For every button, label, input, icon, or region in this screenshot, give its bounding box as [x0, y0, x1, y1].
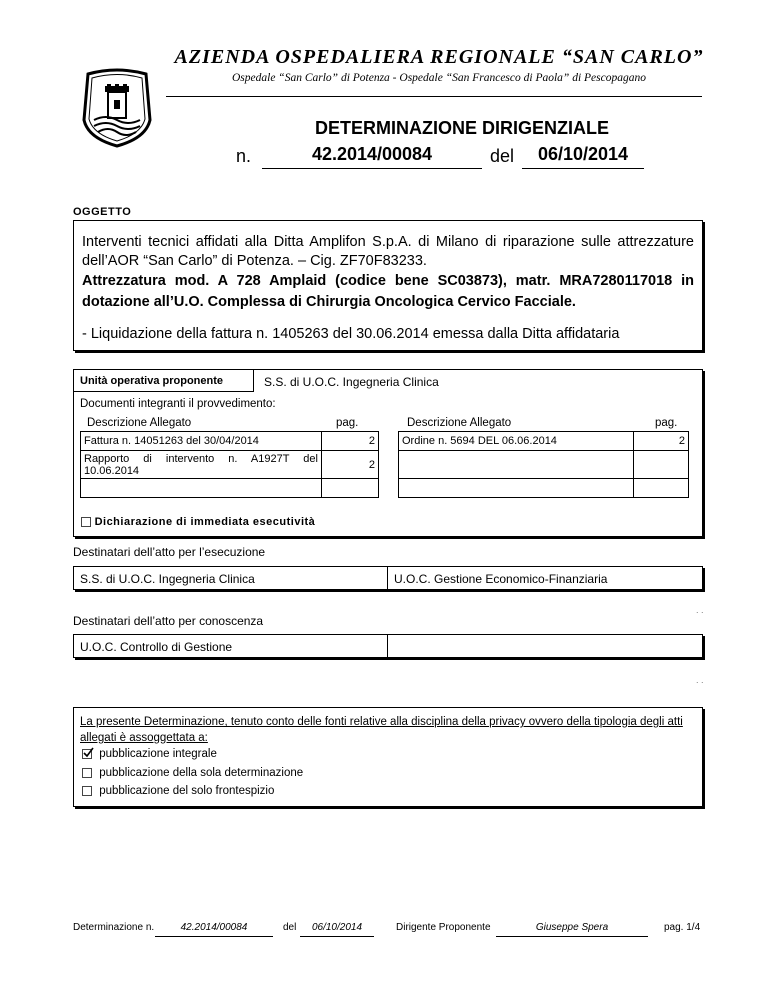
- privacy-option: [82, 767, 303, 779]
- attachment-desc: Rapporto di intervento n. A1927T del 10.06.2014: [81, 451, 322, 479]
- right-attachments-table: [398, 431, 689, 498]
- knowledge-recipients-label: Destinatari dell’atto per conoscenza: [73, 614, 264, 628]
- privacy-option-label: pubblicazione del solo frontespizio: [99, 785, 275, 797]
- attachment-desc: [399, 451, 634, 479]
- table-row: [81, 479, 379, 498]
- dots-mark: . .: [696, 605, 704, 615]
- subject-label: OGGETTO: [73, 206, 132, 218]
- footer-det-label: Determinazione n.: [73, 922, 155, 933]
- left-attachments-table: [80, 431, 379, 498]
- immediate-execution-row: [81, 516, 315, 528]
- table-row: [399, 479, 689, 498]
- footer-page: pag. 1/4: [664, 922, 701, 933]
- execution-recipients-box: [73, 566, 703, 590]
- immediate-execution-checkbox[interactable]: [81, 517, 91, 527]
- attachment-pag: [322, 479, 379, 498]
- subject-line-3: - Liquidazione della fattura n. 1405263 del 30.06.2014 emessa dalla Ditta affidataria: [82, 326, 620, 342]
- footer-date: 06/10/2014: [300, 922, 374, 937]
- organization-name: AZIENDA OSPEDALIERA REGIONALE “SAN CARLO”: [174, 46, 704, 68]
- determination-number: 42.2014/00084: [262, 144, 482, 169]
- document-title: DETERMINAZIONE DIRIGENZIALE: [314, 118, 609, 138]
- privacy-option-label: pubblicazione integrale: [99, 748, 217, 760]
- determination-date: 06/10/2014: [522, 144, 644, 169]
- table-row: [81, 432, 379, 451]
- execution-recipients-label: Destinatari dell’atto per l’esecuzione: [73, 545, 266, 559]
- hospital-logo: [76, 68, 158, 148]
- attachment-pag: [634, 479, 689, 498]
- knowledge-recipient-right: [388, 635, 702, 657]
- number-label: n.: [236, 146, 252, 166]
- privacy-option-label: pubblicazione della sola determinazione: [99, 767, 304, 779]
- attachment-pag: 2: [322, 432, 379, 451]
- header-divider: [166, 96, 702, 97]
- privacy-box: [73, 707, 703, 807]
- attachment-pag: 2: [322, 451, 379, 479]
- dots-mark: . .: [696, 675, 704, 685]
- privacy-checkbox[interactable]: [82, 768, 92, 778]
- knowledge-recipients-box: [73, 634, 703, 658]
- attachment-desc: Ordine n. 5694 DEL 06.06.2014: [399, 432, 634, 451]
- operating-unit-value: S.S. di U.O.C. Ingegneria Clinica: [264, 375, 439, 389]
- attachment-desc: [399, 479, 634, 498]
- attachment-pag: 2: [634, 432, 689, 451]
- footer-del-label: del: [283, 922, 297, 933]
- subject-box: [73, 220, 703, 351]
- knowledge-recipient-left: U.O.C. Controllo di Gestione: [74, 635, 388, 657]
- attachment-desc: Fattura n. 14051263 del 30/04/2014: [81, 432, 322, 451]
- right-pag-header: pag.: [655, 417, 678, 429]
- documents-label: Documenti integranti il provvedimento:: [80, 398, 276, 410]
- organization-subtitle: Ospedale “San Carlo” di Potenza - Ospedale “San Francesco di Paola” di Pescopagano: [232, 72, 646, 84]
- attachment-pag: [634, 451, 689, 479]
- subject-line-1: Interventi tecnici affidati alla Ditta Amplifon S.p.A. di Milano di riparazione sulle attrezzature dell’AOR “San Carlo” di Potenza. – Cig. ZF70F83233.: [82, 234, 694, 269]
- table-row: [399, 432, 689, 451]
- table-row: [399, 451, 689, 479]
- date-label: del: [490, 146, 515, 166]
- execution-recipient-left: S.S. di U.O.C. Ingegneria Clinica: [74, 567, 388, 589]
- table-row: [81, 451, 379, 479]
- left-pag-header: pag.: [336, 417, 359, 429]
- privacy-option: [82, 785, 274, 797]
- attachments-box: [73, 369, 703, 537]
- privacy-checkbox-checked[interactable]: [82, 749, 92, 759]
- footer-dirigente: Giuseppe Spera: [496, 922, 648, 937]
- subject-line-2: Attrezzatura mod. A 728 Amplaid (codice bene SC03873), matr. MRA7280117018 in dotazione all’U.O. Complessa di Chirurgia Oncologica Cervico Facciale.: [82, 273, 694, 310]
- operating-unit-label: Unità operativa proponente: [74, 370, 254, 392]
- attachment-desc: [81, 479, 322, 498]
- right-desc-header: Descrizione Allegato: [407, 417, 512, 429]
- footer-number: 42.2014/00084: [155, 922, 273, 937]
- privacy-text: La presente Determinazione, tenuto conto delle fonti relative alla disciplina della privacy ovvero della tipologia degli atti allegati è assoggettata a:: [80, 716, 683, 744]
- immediate-execution-label: Dichiarazione di immediata esecutività: [94, 516, 316, 528]
- check-icon: [82, 747, 94, 759]
- left-desc-header: Descrizione Allegato: [87, 417, 192, 429]
- execution-recipient-right: U.O.C. Gestione Economico-Finanziaria: [394, 572, 608, 586]
- privacy-option: [82, 748, 217, 760]
- privacy-checkbox[interactable]: [82, 786, 92, 796]
- footer-dirigente-label: Dirigente Proponente: [396, 922, 491, 933]
